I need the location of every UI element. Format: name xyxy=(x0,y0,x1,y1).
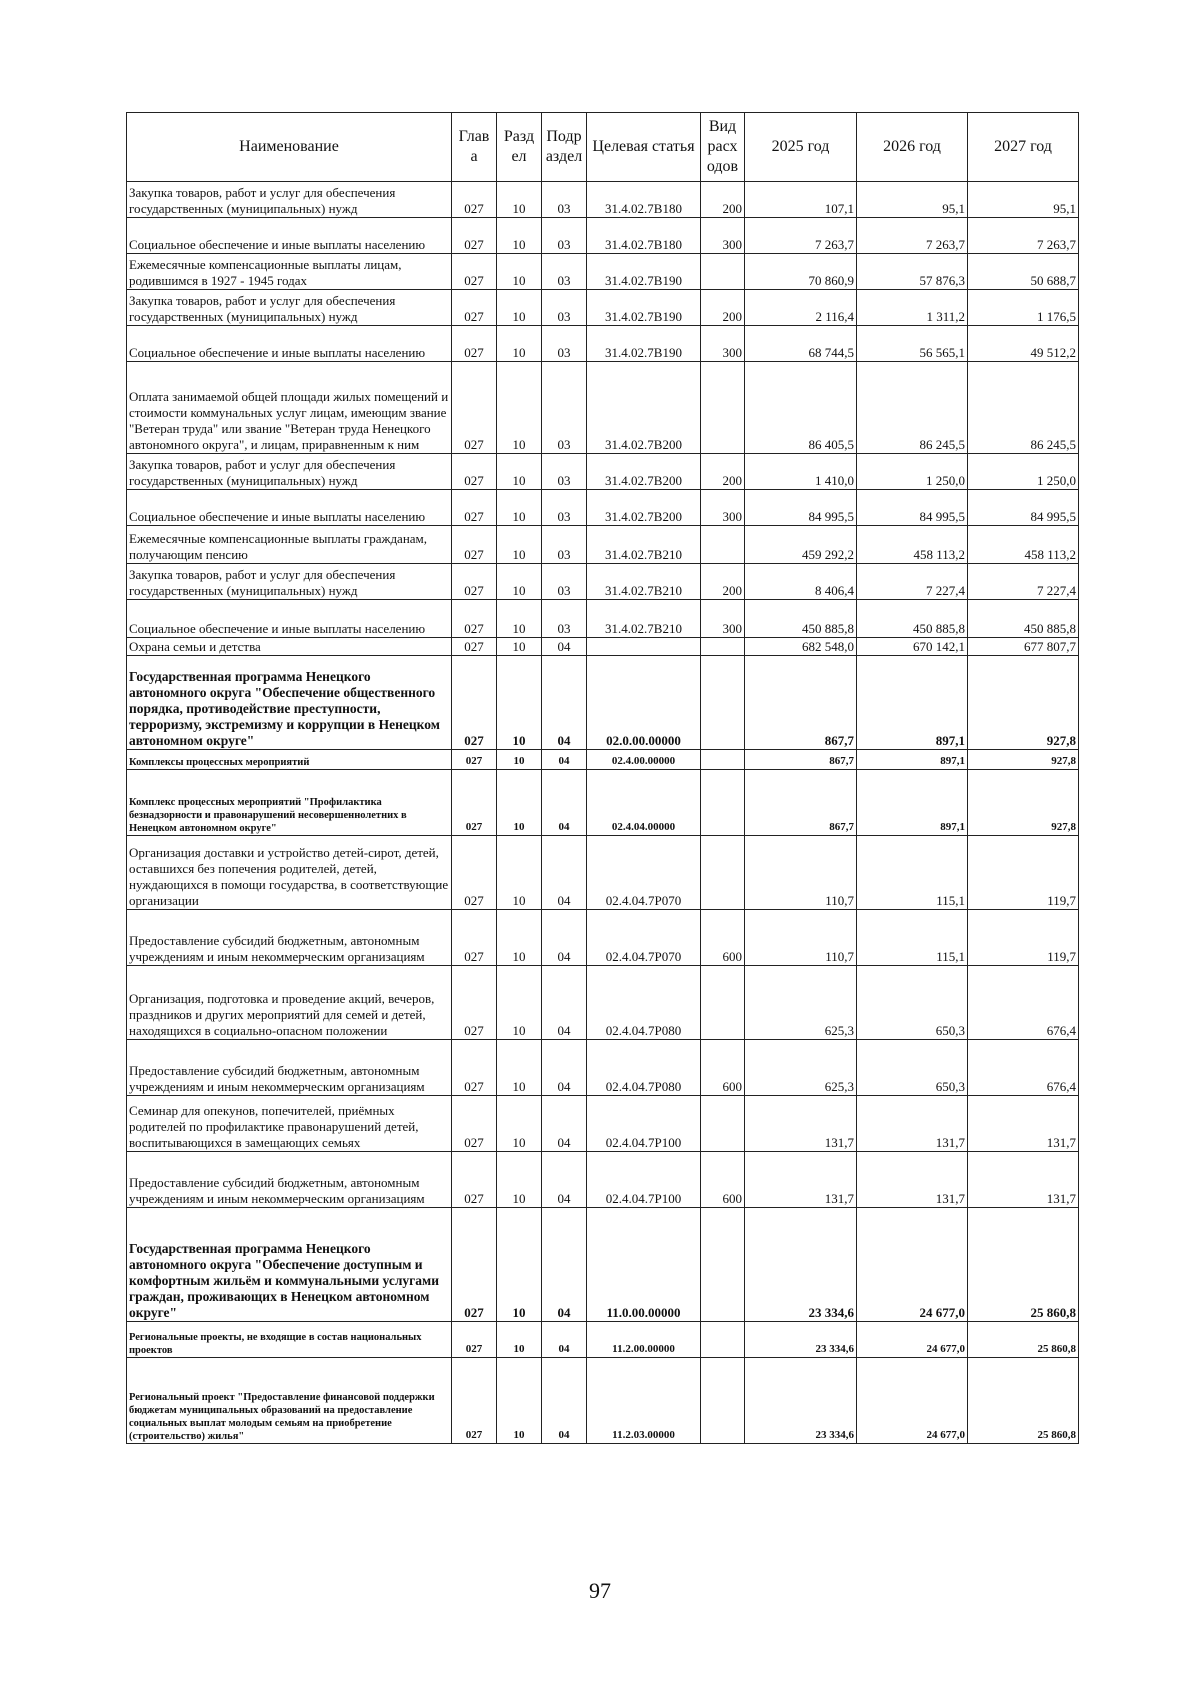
cell-sec: 10 xyxy=(497,966,542,1040)
cell-name: Охрана семьи и детства xyxy=(127,638,452,656)
cell-sec: 10 xyxy=(497,182,542,218)
cell-art: 31.4.02.7В210 xyxy=(587,526,701,564)
cell-art: 31.4.02.7В210 xyxy=(587,564,701,600)
table-row xyxy=(127,836,1079,910)
cell-vr xyxy=(701,1358,745,1444)
cell-y2027: 49 512,2 xyxy=(968,326,1079,362)
cell-name: Государственная программа Ненецкого автономного округа "Обеспечение общественного порядка, противодействие преступности, терроризму, экстремизму и коррупции в Ненецком автономном округе" xyxy=(127,656,452,750)
cell-y2026: 115,1 xyxy=(857,910,968,966)
cell-sub: 04 xyxy=(542,836,587,910)
cell-sub: 04 xyxy=(542,750,587,770)
cell-vr xyxy=(701,1322,745,1358)
cell-y2027: 927,8 xyxy=(968,750,1079,770)
cell-sec: 10 xyxy=(497,1208,542,1322)
cell-art: 31.4.02.7В200 xyxy=(587,490,701,526)
cell-sec: 10 xyxy=(497,526,542,564)
cell-y2025: 450 885,8 xyxy=(745,600,857,638)
cell-art: 31.4.02.7В200 xyxy=(587,362,701,454)
cell-vr xyxy=(701,836,745,910)
cell-sec: 10 xyxy=(497,600,542,638)
cell-ch: 027 xyxy=(452,656,497,750)
cell-art: 02.4.04.7Р080 xyxy=(587,1040,701,1096)
cell-art: 31.4.02.7В190 xyxy=(587,254,701,290)
cell-sub: 03 xyxy=(542,454,587,490)
cell-vr xyxy=(701,750,745,770)
cell-y2027: 927,8 xyxy=(968,656,1079,750)
cell-ch: 027 xyxy=(452,910,497,966)
cell-name: Социальное обеспечение и иные выплаты населению xyxy=(127,326,452,362)
table-row xyxy=(127,656,1079,750)
table-row xyxy=(127,1040,1079,1096)
cell-y2027: 95,1 xyxy=(968,182,1079,218)
cell-y2027: 84 995,5 xyxy=(968,490,1079,526)
cell-y2025: 625,3 xyxy=(745,966,857,1040)
cell-y2025: 131,7 xyxy=(745,1152,857,1208)
cell-sub: 04 xyxy=(542,770,587,836)
cell-y2027: 1 250,0 xyxy=(968,454,1079,490)
cell-art: 02.0.00.00000 xyxy=(587,656,701,750)
table-row xyxy=(127,1322,1079,1358)
cell-y2025: 131,7 xyxy=(745,1096,857,1152)
header-2027: 2027 год xyxy=(968,113,1079,182)
cell-y2027: 119,7 xyxy=(968,910,1079,966)
cell-name: Социальное обеспечение и иные выплаты населению xyxy=(127,600,452,638)
cell-y2026: 650,3 xyxy=(857,966,968,1040)
cell-name: Организация доставки и устройство детей-сирот, детей, оставшихся без попечения родителей, детей, нуждающихся в помощи государства, в соответствующие организации xyxy=(127,836,452,910)
cell-art: 31.4.02.7В190 xyxy=(587,290,701,326)
cell-y2025: 23 334,6 xyxy=(745,1358,857,1444)
cell-sub: 04 xyxy=(542,1040,587,1096)
cell-y2026: 24 677,0 xyxy=(857,1208,968,1322)
cell-y2026: 57 876,3 xyxy=(857,254,968,290)
cell-y2025: 682 548,0 xyxy=(745,638,857,656)
table-row xyxy=(127,638,1079,656)
cell-ch: 027 xyxy=(452,1208,497,1322)
cell-ch: 027 xyxy=(452,638,497,656)
cell-y2026: 24 677,0 xyxy=(857,1358,968,1444)
cell-name: Закупка товаров, работ и услуг для обеспечения государственных (муниципальных) нужд xyxy=(127,564,452,600)
cell-y2027: 450 885,8 xyxy=(968,600,1079,638)
table-row xyxy=(127,1208,1079,1322)
cell-vr xyxy=(701,638,745,656)
cell-name: Государственная программа Ненецкого автономного округа "Обеспечение доступным и комфортным жильём и коммунальными услугами граждан, проживающих в Ненецком автономном округе" xyxy=(127,1208,452,1322)
cell-y2025: 23 334,6 xyxy=(745,1208,857,1322)
cell-y2027: 927,8 xyxy=(968,770,1079,836)
cell-y2025: 8 406,4 xyxy=(745,564,857,600)
cell-y2025: 1 410,0 xyxy=(745,454,857,490)
cell-y2027: 25 860,8 xyxy=(968,1322,1079,1358)
cell-sec: 10 xyxy=(497,564,542,600)
cell-ch: 027 xyxy=(452,218,497,254)
cell-y2027: 86 245,5 xyxy=(968,362,1079,454)
cell-name: Социальное обеспечение и иные выплаты населению xyxy=(127,490,452,526)
cell-art: 31.4.02.7В210 xyxy=(587,600,701,638)
table-row xyxy=(127,750,1079,770)
cell-y2026: 86 245,5 xyxy=(857,362,968,454)
cell-vr xyxy=(701,1096,745,1152)
cell-vr xyxy=(701,526,745,564)
cell-sub: 03 xyxy=(542,254,587,290)
cell-art: 02.4.04.7Р070 xyxy=(587,910,701,966)
cell-vr: 600 xyxy=(701,1040,745,1096)
cell-y2025: 70 860,9 xyxy=(745,254,857,290)
cell-ch: 027 xyxy=(452,490,497,526)
cell-y2027: 677 807,7 xyxy=(968,638,1079,656)
page-number: 97 xyxy=(589,1578,611,1603)
cell-y2027: 131,7 xyxy=(968,1152,1079,1208)
cell-y2025: 867,7 xyxy=(745,656,857,750)
cell-sec: 10 xyxy=(497,750,542,770)
header-2025: 2025 год xyxy=(745,113,857,182)
table-row xyxy=(127,454,1079,490)
cell-sub: 03 xyxy=(542,326,587,362)
cell-sec: 10 xyxy=(497,254,542,290)
cell-vr: 200 xyxy=(701,290,745,326)
cell-name: Оплата занимаемой общей площади жилых помещений и стоимости коммунальных услуг лицам, имеющим звание "Ветеран труда" или звание "Ветеран труда Ненецкого автономного округа", и лицам, приравненным к ним xyxy=(127,362,452,454)
cell-sec: 10 xyxy=(497,910,542,966)
cell-art: 02.4.04.7Р070 xyxy=(587,836,701,910)
cell-name: Ежемесячные компенсационные выплаты гражданам, получающим пенсию xyxy=(127,526,452,564)
cell-vr: 300 xyxy=(701,218,745,254)
cell-vr xyxy=(701,966,745,1040)
cell-sec: 10 xyxy=(497,1152,542,1208)
cell-ch: 027 xyxy=(452,564,497,600)
cell-ch: 027 xyxy=(452,254,497,290)
header-chapter: Глав а xyxy=(452,113,497,182)
cell-art: 02.4.04.00000 xyxy=(587,770,701,836)
cell-name: Комплексы процессных мероприятий xyxy=(127,750,452,770)
table-row xyxy=(127,910,1079,966)
cell-ch: 027 xyxy=(452,362,497,454)
cell-vr: 300 xyxy=(701,490,745,526)
cell-vr xyxy=(701,254,745,290)
cell-ch: 027 xyxy=(452,454,497,490)
table-row xyxy=(127,526,1079,564)
cell-name: Предоставление субсидий бюджетным, автономным учреждениям и иным некоммерческим организациям xyxy=(127,1040,452,1096)
cell-art xyxy=(587,638,701,656)
cell-y2027: 25 860,8 xyxy=(968,1208,1079,1322)
cell-y2025: 110,7 xyxy=(745,836,857,910)
cell-vr xyxy=(701,1208,745,1322)
cell-sec: 10 xyxy=(497,1358,542,1444)
cell-sub: 04 xyxy=(542,1096,587,1152)
cell-name: Закупка товаров, работ и услуг для обеспечения государственных (муниципальных) нужд xyxy=(127,290,452,326)
cell-art: 31.4.02.7В190 xyxy=(587,326,701,362)
cell-y2025: 867,7 xyxy=(745,750,857,770)
cell-y2025: 7 263,7 xyxy=(745,218,857,254)
cell-sec: 10 xyxy=(497,290,542,326)
cell-sec: 10 xyxy=(497,638,542,656)
table-row xyxy=(127,966,1079,1040)
cell-name: Организация, подготовка и проведение акций, вечеров, праздников и других мероприятий для семей и детей, находящихся в социально-опасном положении xyxy=(127,966,452,1040)
header-subsection: Подр аздел xyxy=(542,113,587,182)
cell-y2026: 131,7 xyxy=(857,1152,968,1208)
cell-y2025: 84 995,5 xyxy=(745,490,857,526)
cell-vr: 200 xyxy=(701,454,745,490)
cell-y2025: 86 405,5 xyxy=(745,362,857,454)
cell-sec: 10 xyxy=(497,326,542,362)
cell-sec: 10 xyxy=(497,1322,542,1358)
cell-ch: 027 xyxy=(452,600,497,638)
cell-y2026: 24 677,0 xyxy=(857,1322,968,1358)
cell-name: Социальное обеспечение и иные выплаты населению xyxy=(127,218,452,254)
cell-vr: 300 xyxy=(701,326,745,362)
cell-y2026: 670 142,1 xyxy=(857,638,968,656)
table-row xyxy=(127,182,1079,218)
cell-y2026: 7 227,4 xyxy=(857,564,968,600)
budget-table xyxy=(126,112,1079,1444)
cell-y2026: 1 311,2 xyxy=(857,290,968,326)
cell-name: Предоставление субсидий бюджетным, автономным учреждениям и иным некоммерческим организациям xyxy=(127,910,452,966)
table-row xyxy=(127,362,1079,454)
cell-sub: 04 xyxy=(542,1358,587,1444)
cell-y2026: 897,1 xyxy=(857,656,968,750)
cell-ch: 027 xyxy=(452,836,497,910)
cell-name: Комплекс процессных мероприятий "Профилактика безнадзорности и правонарушений несовершеннолетних в Ненецком автономном округе" xyxy=(127,770,452,836)
cell-ch: 027 xyxy=(452,290,497,326)
cell-name: Региональный проект "Предоставление финансовой поддержки бюджетам муниципальных образований на предоставление социальных выплат молодым семьям на приобретение (строительство) жилья" xyxy=(127,1358,452,1444)
cell-ch: 027 xyxy=(452,182,497,218)
header-name: Наименование xyxy=(127,113,452,182)
cell-y2025: 625,3 xyxy=(745,1040,857,1096)
cell-y2027: 676,4 xyxy=(968,1040,1079,1096)
cell-art: 31.4.02.7В180 xyxy=(587,182,701,218)
table-row xyxy=(127,564,1079,600)
header-section: Разд ел xyxy=(497,113,542,182)
cell-y2026: 7 263,7 xyxy=(857,218,968,254)
cell-ch: 027 xyxy=(452,1096,497,1152)
cell-vr xyxy=(701,362,745,454)
cell-sub: 04 xyxy=(542,1208,587,1322)
cell-sub: 04 xyxy=(542,638,587,656)
cell-ch: 027 xyxy=(452,1040,497,1096)
cell-ch: 027 xyxy=(452,1358,497,1444)
cell-vr: 200 xyxy=(701,182,745,218)
cell-sec: 10 xyxy=(497,836,542,910)
cell-sub: 03 xyxy=(542,362,587,454)
table-row xyxy=(127,1152,1079,1208)
cell-y2027: 50 688,7 xyxy=(968,254,1079,290)
cell-sec: 10 xyxy=(497,770,542,836)
cell-vr: 300 xyxy=(701,600,745,638)
cell-sub: 04 xyxy=(542,656,587,750)
cell-name: Закупка товаров, работ и услуг для обеспечения государственных (муниципальных) нужд xyxy=(127,182,452,218)
cell-sec: 10 xyxy=(497,218,542,254)
cell-y2026: 450 885,8 xyxy=(857,600,968,638)
cell-y2026: 897,1 xyxy=(857,750,968,770)
cell-name: Закупка товаров, работ и услуг для обеспечения государственных (муниципальных) нужд xyxy=(127,454,452,490)
cell-vr xyxy=(701,656,745,750)
cell-sec: 10 xyxy=(497,656,542,750)
cell-sec: 10 xyxy=(497,1040,542,1096)
cell-y2025: 2 116,4 xyxy=(745,290,857,326)
cell-sub: 04 xyxy=(542,966,587,1040)
header-2026: 2026 год xyxy=(857,113,968,182)
cell-y2027: 119,7 xyxy=(968,836,1079,910)
cell-y2026: 131,7 xyxy=(857,1096,968,1152)
cell-sec: 10 xyxy=(497,454,542,490)
cell-y2025: 867,7 xyxy=(745,770,857,836)
header-article: Целевая статья xyxy=(587,113,701,182)
table-row xyxy=(127,254,1079,290)
cell-y2026: 56 565,1 xyxy=(857,326,968,362)
table-row xyxy=(127,218,1079,254)
cell-y2025: 110,7 xyxy=(745,910,857,966)
table-row xyxy=(127,600,1079,638)
cell-art: 02.4.04.7Р100 xyxy=(587,1152,701,1208)
cell-art: 11.0.00.00000 xyxy=(587,1208,701,1322)
cell-ch: 027 xyxy=(452,966,497,1040)
cell-y2027: 7 227,4 xyxy=(968,564,1079,600)
cell-vr xyxy=(701,770,745,836)
table-row xyxy=(127,326,1079,362)
table-row xyxy=(127,1096,1079,1152)
cell-y2027: 131,7 xyxy=(968,1096,1079,1152)
cell-ch: 027 xyxy=(452,1152,497,1208)
cell-sub: 04 xyxy=(542,1322,587,1358)
cell-sub: 03 xyxy=(542,490,587,526)
cell-ch: 027 xyxy=(452,1322,497,1358)
cell-sub: 03 xyxy=(542,600,587,638)
cell-name: Семинар для опекунов, попечителей, приёмных родителей по профилактике правонарушений детей, воспитывающихся в замещающих семьях xyxy=(127,1096,452,1152)
table-row xyxy=(127,290,1079,326)
cell-sub: 03 xyxy=(542,182,587,218)
cell-y2025: 107,1 xyxy=(745,182,857,218)
cell-art: 02.4.04.7Р080 xyxy=(587,966,701,1040)
cell-sub: 03 xyxy=(542,564,587,600)
cell-sub: 03 xyxy=(542,526,587,564)
cell-art: 31.4.02.7В200 xyxy=(587,454,701,490)
cell-y2026: 1 250,0 xyxy=(857,454,968,490)
cell-sub: 04 xyxy=(542,1152,587,1208)
cell-ch: 027 xyxy=(452,326,497,362)
cell-sub: 04 xyxy=(542,910,587,966)
cell-y2027: 676,4 xyxy=(968,966,1079,1040)
cell-vr: 600 xyxy=(701,1152,745,1208)
cell-sub: 03 xyxy=(542,290,587,326)
cell-y2025: 23 334,6 xyxy=(745,1322,857,1358)
cell-y2026: 95,1 xyxy=(857,182,968,218)
cell-y2026: 458 113,2 xyxy=(857,526,968,564)
header-expense-type: Вид расх одов xyxy=(701,113,745,182)
cell-sec: 10 xyxy=(497,362,542,454)
cell-name: Региональные проекты, не входящие в состав национальных проектов xyxy=(127,1322,452,1358)
cell-vr: 600 xyxy=(701,910,745,966)
cell-ch: 027 xyxy=(452,750,497,770)
cell-vr: 200 xyxy=(701,564,745,600)
header-row xyxy=(127,113,1079,182)
cell-name: Предоставление субсидий бюджетным, автономным учреждениям и иным некоммерческим организациям xyxy=(127,1152,452,1208)
table-row xyxy=(127,490,1079,526)
cell-sec: 10 xyxy=(497,1096,542,1152)
cell-ch: 027 xyxy=(452,526,497,564)
cell-art: 02.4.00.00000 xyxy=(587,750,701,770)
cell-art: 11.2.03.00000 xyxy=(587,1358,701,1444)
cell-art: 31.4.02.7В180 xyxy=(587,218,701,254)
cell-sub: 03 xyxy=(542,218,587,254)
cell-y2027: 7 263,7 xyxy=(968,218,1079,254)
table-row xyxy=(127,770,1079,836)
cell-art: 02.4.04.7Р100 xyxy=(587,1096,701,1152)
cell-y2025: 68 744,5 xyxy=(745,326,857,362)
cell-y2027: 458 113,2 xyxy=(968,526,1079,564)
table-row xyxy=(127,1358,1079,1444)
cell-y2026: 650,3 xyxy=(857,1040,968,1096)
cell-name: Ежемесячные компенсационные выплаты лицам, родившимся в 1927 - 1945 годах xyxy=(127,254,452,290)
cell-y2027: 25 860,8 xyxy=(968,1358,1079,1444)
cell-sec: 10 xyxy=(497,490,542,526)
cell-ch: 027 xyxy=(452,770,497,836)
cell-y2025: 459 292,2 xyxy=(745,526,857,564)
cell-y2027: 1 176,5 xyxy=(968,290,1079,326)
cell-y2026: 115,1 xyxy=(857,836,968,910)
cell-y2026: 84 995,5 xyxy=(857,490,968,526)
cell-y2026: 897,1 xyxy=(857,770,968,836)
cell-art: 11.2.00.00000 xyxy=(587,1322,701,1358)
